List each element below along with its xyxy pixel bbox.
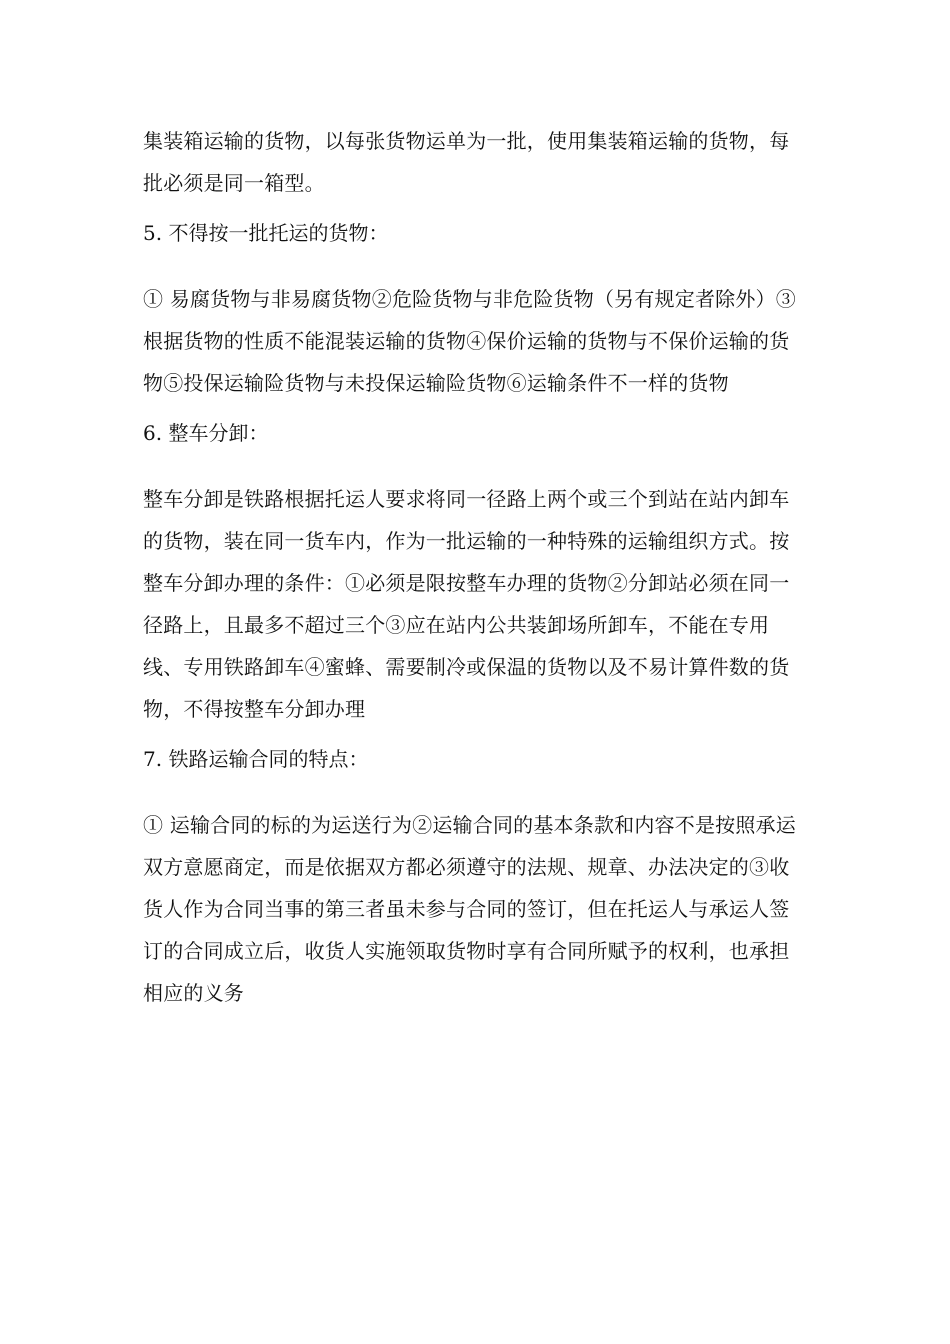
paragraph-container-transport: 集装箱运输的货物，以每张货物运单为一批，使用集装箱运输的货物，每批必须是同一箱型。	[143, 129, 790, 195]
document-body	[143, 120, 805, 1014]
section-heading-6: 6. 整车分卸：	[143, 421, 269, 445]
paragraph-split-unloading: 整车分卸是铁路根据托运人要求将同一径路上两个或三个到站在站内卸车的货物，装在同一货车内，作为一批运输的一种特殊的运输组织方式。按整车分卸办理的条件：①必须是限按整车办理的货物②分卸站必须在同一径路上，且最多不超过三个③应在站内公共装卸场所卸车，不能在专用线、专用铁路卸车④蜜蜂、需要制冷或保温的货物以及不易计算件数的货物，不得按整车分卸办理	[143, 487, 790, 721]
section-heading-5: 5. 不得按一批托运的货物：	[143, 221, 389, 245]
section-heading-7: 7. 铁路运输合同的特点：	[143, 747, 369, 771]
paragraph-not-one-batch: ① 易腐货物与非易腐货物②危险货物与非危险货物（另有规定者除外）③根据货物的性质不能混装运输的货物④保价运输的货物与不保价运输的货物⑤投保运输险货物与未投保运输险货物⑥运输条件不一样的货物	[143, 287, 796, 395]
paragraph-contract-features: ① 运输合同的标的为运送行为②运输合同的基本条款和内容不是按照承运双方意愿商定，而是依据双方都必须遵守的法规、规章、办法决定的③收货人作为合同当事的第三者虽未参与合同的签订，但在托运人与承运人签订的合同成立后，收货人实施领取货物时享有合同所赋予的权利，也承担相应的义务	[143, 813, 796, 1005]
